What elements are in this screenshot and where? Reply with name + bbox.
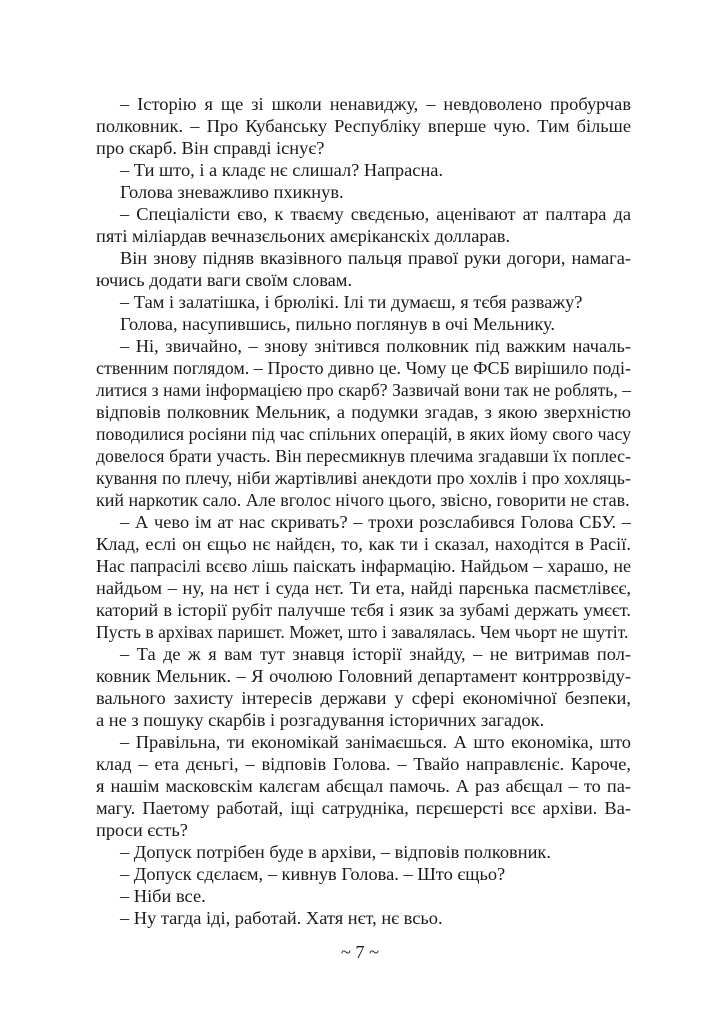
text-line: Клад, еслі он єщьо нє найдєн, то, как ти і сказал, находітся в Расії.: [96, 534, 631, 554]
text-line: вального захисту інтересів держави у сфері економічної безпеки,: [96, 688, 631, 708]
text-line: Пусть в архівах паришєт. Может, што і завалялась. Чем чьорт не шутіт.: [96, 622, 629, 642]
text-line: відповів полковник Мельник, а подумки згадав, з якою зверхністю: [96, 402, 631, 422]
text-line: ючись додати ваги своїм словам.: [96, 270, 353, 290]
text-line: кий наркотик сало. Але вголос нічого цього, звісно, говорити не став.: [96, 490, 630, 510]
text-line: Нас папрасілі всєво лішь паіскать інфармацію. Найдьом – харашо, не: [96, 556, 631, 576]
text-line: ковник Мельник. – Я очолюю Головний департамент контррозвіду-: [96, 666, 631, 686]
text-line: – Там і залатішка, і брюлікі. Ілі ти думаєш, я тєбя разважу?: [120, 292, 583, 312]
text-line: ственним поглядом. – Просто дивно це. Чому це ФСБ вирішило поді-: [96, 358, 631, 378]
text-line: – Спеціалісти єво, к тваєму свєдєнью, аценівают ат палтара да: [120, 204, 631, 224]
text-line: проси єсть?: [96, 820, 188, 840]
text-line: клад – ета дєньгі, – відповів Голова. – Твайо направлєніє. Кароче,: [96, 754, 631, 774]
text-line: – Ні, звичайно, – знову знітився полковник під важким началь-: [120, 336, 631, 356]
text-line: – Ну тагда іді, работай. Хатя нєт, нє всьо.: [120, 908, 443, 928]
text-line: магу. Паетому работай, іщі сатрудніка, пєрєшерсті всє архіви. Ва-: [96, 798, 631, 818]
text-line: Голова зневажливо пхикнув.: [120, 182, 344, 202]
text-line: про скарб. Він справді існує?: [96, 138, 325, 158]
text-line: каторий в історії рубіт палучше тєбя і язик за зубамі держать умєєт.: [96, 600, 631, 620]
page-number: ~ 7 ~: [340, 942, 380, 962]
text-line: а не з пошуку скарбів і розгадування історичних загадок.: [96, 710, 545, 730]
text-line: Голова, насупившись, пильно поглянув в очі Мельнику.: [120, 314, 555, 334]
text-line: – Історію я ще зі школи ненавиджу, – невдоволено пробурчав: [120, 94, 631, 114]
text-line: найдьом – ну, на нєт і суда нєт. Ти ета, найді парєнька пасмєтлівєє,: [96, 578, 631, 598]
text-line: пяті міліардав вечназєльоних амєріканскіх долларав.: [96, 226, 511, 246]
text-line: я нашім масковскім калєгам абєщал памочь. А раз абєщал – то па-: [96, 776, 631, 796]
text-line: – Правільна, ти економікай занімаєшься. А што економіка, што: [120, 732, 631, 752]
text-line: – Допуск потрібен буде в архіви, – відповів полковник.: [120, 842, 551, 862]
text-line: Він знову підняв вказівного пальця правої руки догори, намага-: [120, 248, 631, 268]
text-line: – Ніби все.: [120, 886, 206, 906]
text-line: кування по плечу, ніби жартівливі анекдоти про хохлів і про хохляць-: [96, 468, 631, 488]
text-line: – Та де ж я вам тут знавця історії знайду, – не витримав пол-: [120, 644, 631, 664]
text-line: – Допуск сдєлаєм, – кивнув Голова. – Што єщьо?: [120, 864, 506, 884]
text-line: – А чево ім ат нас скривать? – трохи розслабився Голова СБУ. –: [120, 512, 631, 532]
text-line: – Ти што, і а кладє нє слишал? Напрасна.: [120, 160, 444, 180]
text-line: поводилися росіяни під час спільних операцій, в яких йому свого часу: [96, 424, 631, 444]
text-line: полковник. – Про Кубанську Республіку вперше чую. Тим більше: [96, 116, 631, 136]
text-line: довелося брати участь. Він пересмикнув плечима згадавши їх поплес-: [96, 446, 631, 466]
text-line: литися з нами інформацією про скарб? Зазвичай вони так не роблять, –: [96, 380, 631, 400]
